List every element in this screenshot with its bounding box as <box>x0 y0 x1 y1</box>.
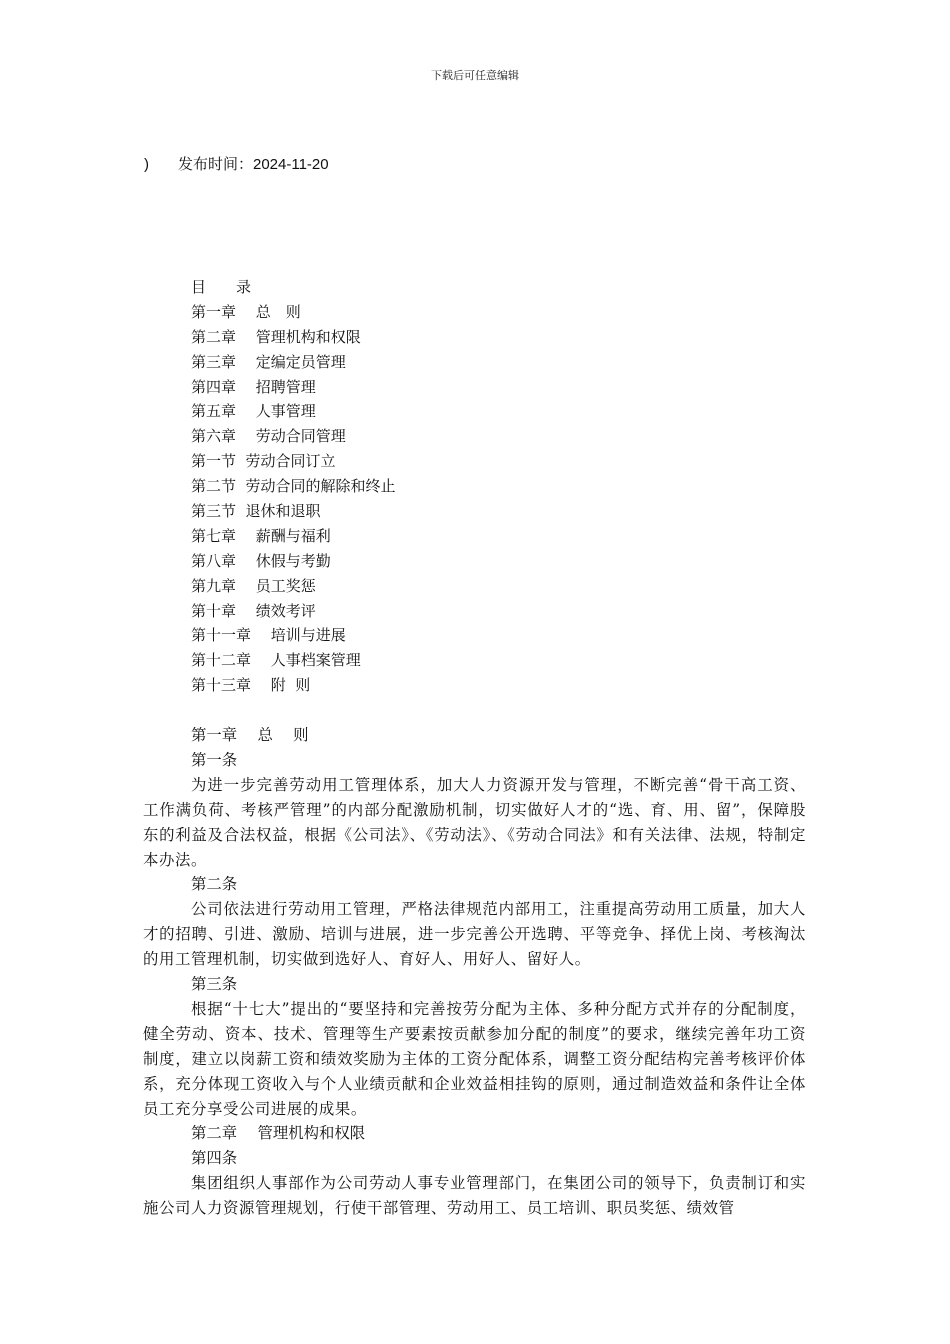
chapter-heading: 第二章 管理机构和权限 <box>191 1124 366 1143</box>
chapter-heading: 第一章 总 则 <box>191 726 309 744</box>
toc-item: 第一节 劳动合同订立 <box>191 452 336 471</box>
article-heading: 第三条 <box>191 975 238 994</box>
toc-title: 目 录 <box>191 278 252 296</box>
article-paragraph: 为进一步完善劳动用工管理体系，加大人力资源开发与管理，不断完善“骨干高工资、工作满负荷、考核严管理”的内部分配激励机制，切实做好人才的“选、育、用、留”，保障股东的利益及合法权益，根据《公司法》、《劳动法》、《劳动合同法》和有关法律、法规，特制定本办法。 <box>143 775 806 869</box>
toc-item: 第十一章 培训与进展 <box>191 626 346 645</box>
toc-item: 第七章 薪酬与福利 <box>191 526 331 545</box>
toc-item: 第九章 员工奖惩 <box>191 576 316 595</box>
article-paragraph: 集团组织人事部作为公司劳动人事专业管理部门，在集团公司的领导下，负责制订和实施公司人力资源管理规划，行使干部管理、劳动用工、员工培训、职员奖惩、绩效管 <box>143 1174 806 1218</box>
publish-date-line <box>144 153 329 174</box>
toc-item: 第六章 劳动合同管理 <box>191 427 346 446</box>
article-heading: 第四条 <box>191 1149 238 1168</box>
page-header: 下载后可任意编辑 <box>431 69 519 82</box>
toc-item: 第八章 休假与考勤 <box>191 551 331 570</box>
toc-item: 第一章 总 则 <box>191 302 301 321</box>
article-paragraph: 根据“十七大”提出的“要坚持和完善按劳分配为主体、多种分配方式并存的分配制度，健全劳动、资本、技术、管理等生产要素按贡献参加分配的制度”的要求，继续完善年功工资制度，建立以岗薪工资和绩效奖励为主体的工资分配体系，调整工资分配结构完善考核评价体系，充分体现工资收入与个人业绩贡献和企业效益相挂钩的原则，通过制造效益和条件让全体员工充分享受公司进展的成果。 <box>143 999 806 1118</box>
toc-item: 第十三章 附 则 <box>191 676 311 695</box>
article-heading: 第一条 <box>191 750 238 769</box>
toc-item: 第二章 管理机构和权限 <box>191 327 361 346</box>
article-paragraph: 公司依法进行劳动用工管理，严格法律规范内部用工，注重提高劳动用工质量，加大人才的招聘、引进、激励、培训与进展，进一步完善公开选聘、平等竞争、择优上岗、考核淘汰的用工管理机制，切实做到选好人、育好人、用好人、留好人。 <box>143 900 806 969</box>
toc-item: 第二节 劳动合同的解除和终止 <box>191 477 396 496</box>
toc-item: 第十章 绩效考评 <box>191 601 316 620</box>
toc-item: 第三章 定编定员管理 <box>191 352 346 371</box>
toc-item: 第三节 退休和退职 <box>191 502 321 521</box>
document-body <box>143 723 806 1221</box>
toc-item: 第十二章 人事档案管理 <box>191 651 361 670</box>
toc-item: 第五章 人事管理 <box>191 402 316 421</box>
table-of-contents <box>191 275 396 698</box>
publish-date: 发布时间：2024-11-20 <box>178 156 329 173</box>
article-heading: 第二条 <box>191 875 238 894</box>
toc-item: 第四章 招聘管理 <box>191 377 316 396</box>
closing-paren: ) <box>144 156 149 173</box>
